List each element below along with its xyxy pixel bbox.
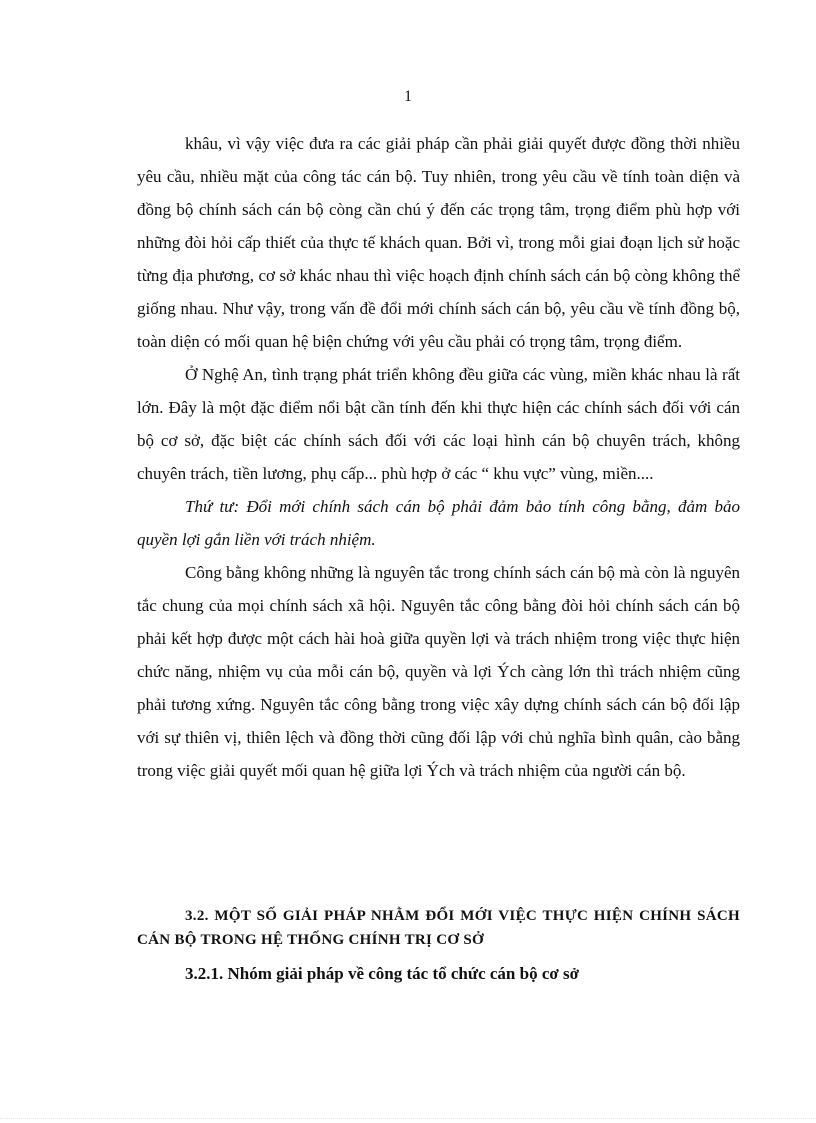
page-number: 1 <box>404 88 412 105</box>
body-text <box>137 127 740 787</box>
paragraph-4: Công bằng không những là nguyên tắc trong chính sách cán bộ mà còn là nguyên tắc chung của mọi chính sách xã hội. Nguyên tắc công bằng đòi hỏi chính sách cán bộ phải kết hợp được một cách hài hoà giữa quyền lợi và trách nhiệm trong việc thực hiện chức năng, nhiệm vụ của mỗi cán bộ, quyền và lợi Ých càng lớn thì trách nhiệm cũng phải tương xứng. Nguyên tắc công bằng trong việc xây dựng chính sách cán bộ đối lập với sự thiên vị, thiên lệch và đồng thời cũng đối lập với chủ nghĩa bình quân, cào bằng trong việc giải quyết mối quan hệ giữa lợi Ých và trách nhiệm của người cán bộ. <box>137 563 740 780</box>
subsection-heading-3-2-1: 3.2.1. Nhóm giải pháp về công tác tổ chức cán bộ cơ sở <box>185 964 580 983</box>
paragraph-1: khâu, vì vậy việc đưa ra các giải pháp cần phải giải quyết được đồng thời nhiều yêu cầu, nhiều mặt của công tác cán bộ. Tuy nhiên, trong yêu cầu về tính toàn diện và đồng bộ chính sách cán bộ còng cần chú ý đến các trọng tâm, trọng điểm phù hợp với những đòi hỏi cấp thiết của thực tế khách quan. Bởi vì, trong mỗi giai đoạn lịch sử hoặc từng địa phương, cơ sở khác nhau thì việc hoạch định chính sách cán bộ còng không thể giống nhau. Như vậy, trong vấn đề đổi mới chính sách cán bộ, yêu cầu về tính đồng bộ, toàn diện có mối quan hệ biện chứng với yêu cầu phải có trọng tâm, trọng điểm. <box>137 134 740 351</box>
section-heading-3-2: 3.2. MỘT SỐ GIẢI PHÁP NHẰM ĐỔI MỚI VIỆC THỰC HIỆN CHÍNH SÁCH CÁN BỘ TRONG HỆ THỐNG CHÍNH TRỊ CƠ SỞ <box>137 908 740 948</box>
paragraph-3-italic: Thứ tư: Đổi mới chính sách cán bộ phải đảm bảo tính công bằng, đảm bảo quyền lợi gắn liền với trách nhiệm. <box>137 497 740 549</box>
page-bottom-divider <box>0 1118 816 1119</box>
paragraph-2: Ở Nghệ An, tình trạng phát triển không đều giữa các vùng, miền khác nhau là rất lớn. Đây là một đặc điểm nổi bật cần tính đến khi thực hiện các chính sách đối với cán bộ cơ sở, đặc biệt các chính sách đối với các loại hình cán bộ chuyên trách, không chuyên trách, tiền lương, phụ cấp... phù hợp ở các “ khu vực” vùng, miền.... <box>137 365 740 483</box>
